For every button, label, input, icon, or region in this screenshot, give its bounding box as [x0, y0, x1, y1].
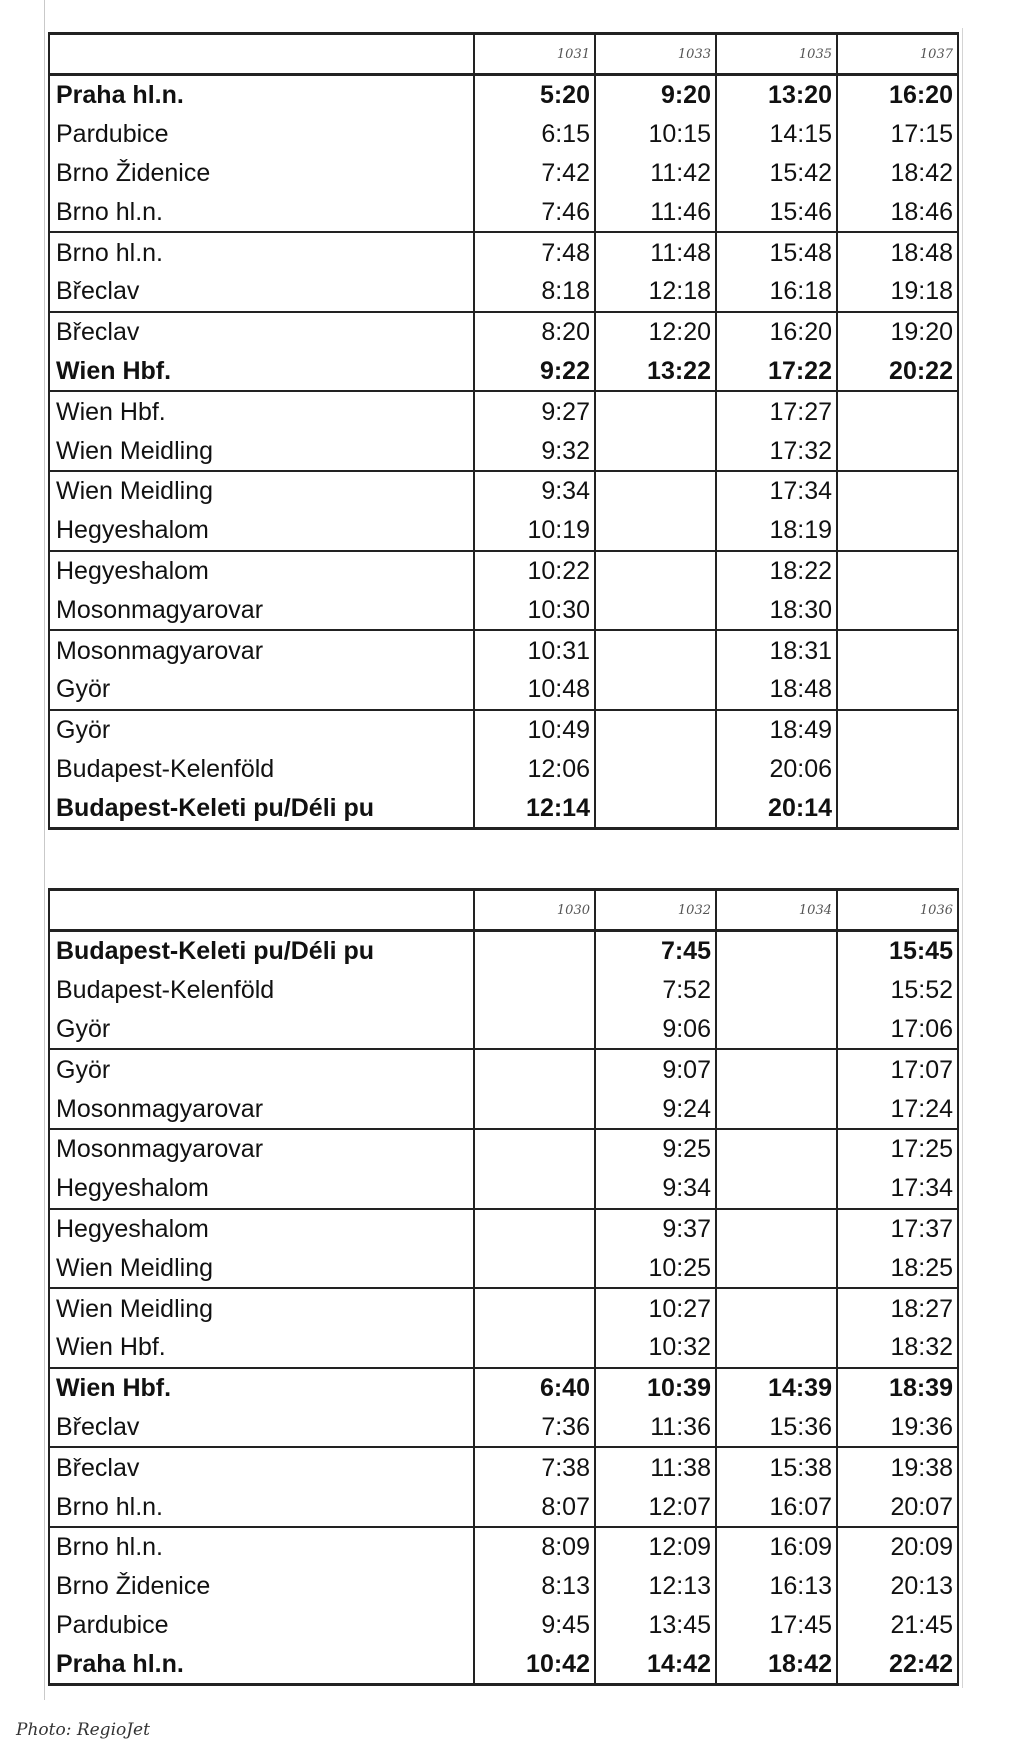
station-name: Mosonmagyarovar	[49, 590, 474, 630]
time-cell: 10:22	[474, 551, 595, 591]
time-cell	[837, 630, 958, 670]
time-cell: 18:49	[716, 710, 837, 750]
time-cell	[595, 511, 716, 551]
station-name: Mosonmagyarovar	[49, 1129, 474, 1169]
timetable-row	[49, 1129, 958, 1169]
time-cell	[716, 1328, 837, 1368]
time-cell	[837, 511, 958, 551]
station-name: Břeclav	[49, 1447, 474, 1487]
time-cell	[837, 590, 958, 630]
time-cell	[595, 630, 716, 670]
station-name: Hegyeshalom	[49, 1169, 474, 1209]
time-cell: 19:18	[837, 272, 958, 312]
time-cell: 9:37	[595, 1209, 716, 1249]
timetable-row	[49, 471, 958, 511]
page-left-edge	[44, 0, 45, 1700]
time-cell: 10:48	[474, 670, 595, 710]
time-cell: 16:20	[716, 312, 837, 352]
time-cell: 7:52	[595, 971, 716, 1010]
time-cell: 14:15	[716, 115, 837, 154]
time-cell	[716, 1129, 837, 1169]
time-cell: 7:42	[474, 154, 595, 193]
station-name: Hegyeshalom	[49, 551, 474, 591]
time-cell: 8:18	[474, 272, 595, 312]
station-name: Břeclav	[49, 312, 474, 352]
time-cell: 5:20	[474, 75, 595, 115]
time-cell: 18:42	[716, 1644, 837, 1684]
train-number: 1032	[595, 890, 716, 931]
time-cell	[474, 1169, 595, 1209]
time-cell: 9:06	[595, 1010, 716, 1050]
time-cell: 11:36	[595, 1408, 716, 1448]
time-cell: 16:09	[716, 1527, 837, 1567]
station-column-header	[49, 34, 474, 75]
time-cell: 9:27	[474, 391, 595, 431]
time-cell: 14:42	[595, 1644, 716, 1684]
time-cell: 20:06	[716, 750, 837, 789]
timetable-row	[49, 630, 958, 670]
time-cell: 17:06	[837, 1010, 958, 1050]
time-cell	[837, 670, 958, 710]
time-cell: 20:13	[837, 1567, 958, 1606]
time-cell: 18:48	[837, 232, 958, 272]
timetable-row	[49, 272, 958, 312]
time-cell: 12:09	[595, 1527, 716, 1567]
station-name: Györ	[49, 1049, 474, 1089]
time-cell: 17:34	[837, 1169, 958, 1209]
time-cell: 20:22	[837, 352, 958, 392]
time-cell: 9:20	[595, 75, 716, 115]
time-cell: 11:46	[595, 192, 716, 232]
time-cell: 6:15	[474, 115, 595, 154]
train-number-header-row	[49, 890, 958, 931]
train-number: 1031	[474, 34, 595, 75]
time-cell: 7:38	[474, 1447, 595, 1487]
timetable-row	[49, 192, 958, 232]
time-cell: 10:42	[474, 1644, 595, 1684]
time-cell: 15:38	[716, 1447, 837, 1487]
time-cell: 17:15	[837, 115, 958, 154]
timetable-row	[49, 750, 958, 789]
time-cell: 17:25	[837, 1129, 958, 1169]
time-cell	[595, 551, 716, 591]
time-cell: 11:48	[595, 232, 716, 272]
time-cell: 8:07	[474, 1487, 595, 1527]
time-cell	[474, 1209, 595, 1249]
time-cell	[474, 1089, 595, 1129]
time-cell: 7:46	[474, 192, 595, 232]
station-name: Břeclav	[49, 272, 474, 312]
outbound-timetable	[48, 32, 959, 830]
time-cell	[474, 1049, 595, 1089]
station-name: Hegyeshalom	[49, 1209, 474, 1249]
station-name: Budapest-Keleti pu/Déli pu	[49, 931, 474, 971]
station-name: Györ	[49, 670, 474, 710]
time-cell	[595, 391, 716, 431]
station-name: Budapest-Kelenföld	[49, 971, 474, 1010]
time-cell: 7:45	[595, 931, 716, 971]
station-name: Brno Židenice	[49, 154, 474, 193]
time-cell: 6:40	[474, 1368, 595, 1408]
page-right-edge	[962, 28, 963, 1688]
timetable-row	[49, 391, 958, 431]
timetable-row	[49, 154, 958, 193]
time-cell: 18:32	[837, 1328, 958, 1368]
station-name: Wien Hbf.	[49, 1368, 474, 1408]
time-cell: 18:48	[716, 670, 837, 710]
time-cell: 13:20	[716, 75, 837, 115]
timetable-row	[49, 352, 958, 392]
station-name: Praha hl.n.	[49, 75, 474, 115]
time-cell	[595, 670, 716, 710]
time-cell: 21:45	[837, 1606, 958, 1645]
time-cell: 7:36	[474, 1408, 595, 1448]
time-cell	[716, 1248, 837, 1288]
timetable-row	[49, 1408, 958, 1448]
timetable-row	[49, 1049, 958, 1089]
station-name: Pardubice	[49, 115, 474, 154]
time-cell: 19:20	[837, 312, 958, 352]
time-cell: 15:36	[716, 1408, 837, 1448]
time-cell	[595, 590, 716, 630]
time-cell: 12:07	[595, 1487, 716, 1527]
time-cell	[837, 471, 958, 511]
time-cell: 17:22	[716, 352, 837, 392]
time-cell	[716, 1089, 837, 1129]
time-cell: 19:36	[837, 1408, 958, 1448]
time-cell: 20:09	[837, 1527, 958, 1567]
station-name: Budapest-Keleti pu/Déli pu	[49, 788, 474, 828]
time-cell: 10:25	[595, 1248, 716, 1288]
time-cell	[837, 431, 958, 471]
time-cell: 17:24	[837, 1089, 958, 1129]
time-cell: 8:09	[474, 1527, 595, 1567]
time-cell: 18:46	[837, 192, 958, 232]
time-cell	[595, 788, 716, 828]
time-cell	[474, 1248, 595, 1288]
time-cell: 16:18	[716, 272, 837, 312]
time-cell: 12:06	[474, 750, 595, 789]
station-name: Pardubice	[49, 1606, 474, 1645]
station-name: Brno hl.n.	[49, 1527, 474, 1567]
time-cell: 17:37	[837, 1209, 958, 1249]
timetable-row	[49, 1169, 958, 1209]
time-cell: 10:39	[595, 1368, 716, 1408]
time-cell: 10:15	[595, 115, 716, 154]
station-name: Budapest-Kelenföld	[49, 750, 474, 789]
timetable-row	[49, 1487, 958, 1527]
time-cell	[716, 1209, 837, 1249]
timetable-row	[49, 551, 958, 591]
time-cell	[474, 1288, 595, 1328]
time-cell	[716, 1010, 837, 1050]
time-cell	[716, 1288, 837, 1328]
station-name: Hegyeshalom	[49, 511, 474, 551]
timetable-row	[49, 1209, 958, 1249]
time-cell: 12:18	[595, 272, 716, 312]
timetable-row	[49, 1288, 958, 1328]
time-cell	[716, 1049, 837, 1089]
time-cell: 15:52	[837, 971, 958, 1010]
photo-credit: Photo: RegioJet	[16, 1720, 150, 1740]
timetable-row	[49, 232, 958, 272]
time-cell: 9:32	[474, 431, 595, 471]
time-cell: 8:13	[474, 1567, 595, 1606]
time-cell: 16:13	[716, 1567, 837, 1606]
timetable-row	[49, 115, 958, 154]
train-number: 1036	[837, 890, 958, 931]
time-cell: 20:07	[837, 1487, 958, 1527]
time-cell: 10:30	[474, 590, 595, 630]
time-cell: 15:48	[716, 232, 837, 272]
time-cell: 10:27	[595, 1288, 716, 1328]
station-name: Györ	[49, 710, 474, 750]
time-cell: 12:14	[474, 788, 595, 828]
timetable-row	[49, 431, 958, 471]
timetable-row	[49, 670, 958, 710]
time-cell: 15:42	[716, 154, 837, 193]
time-cell	[595, 750, 716, 789]
station-name: Wien Hbf.	[49, 1328, 474, 1368]
train-number: 1030	[474, 890, 595, 931]
time-cell: 9:07	[595, 1049, 716, 1089]
station-name: Mosonmagyarovar	[49, 1089, 474, 1129]
time-cell	[716, 971, 837, 1010]
timetable-row	[49, 1368, 958, 1408]
time-cell	[837, 750, 958, 789]
time-cell: 17:27	[716, 391, 837, 431]
station-name: Györ	[49, 1010, 474, 1050]
return-timetable	[48, 888, 959, 1686]
timetable-row	[49, 1527, 958, 1567]
time-cell: 18:25	[837, 1248, 958, 1288]
station-name: Břeclav	[49, 1408, 474, 1448]
time-cell: 9:22	[474, 352, 595, 392]
station-name: Wien Meidling	[49, 471, 474, 511]
time-cell: 11:42	[595, 154, 716, 193]
return-timetable-body	[49, 931, 958, 1685]
time-cell: 9:24	[595, 1089, 716, 1129]
time-cell: 9:25	[595, 1129, 716, 1169]
station-name: Brno hl.n.	[49, 232, 474, 272]
time-cell: 18:30	[716, 590, 837, 630]
station-name: Brno hl.n.	[49, 1487, 474, 1527]
timetable-row	[49, 710, 958, 750]
time-cell	[595, 471, 716, 511]
outbound-timetable-body	[49, 75, 958, 829]
timetable-row	[49, 511, 958, 551]
time-cell: 18:39	[837, 1368, 958, 1408]
time-cell: 19:38	[837, 1447, 958, 1487]
train-number-header-row	[49, 34, 958, 75]
timetable-row	[49, 1089, 958, 1129]
time-cell: 15:45	[837, 931, 958, 971]
time-cell: 12:13	[595, 1567, 716, 1606]
station-name: Praha hl.n.	[49, 1644, 474, 1684]
train-number: 1035	[716, 34, 837, 75]
train-number: 1034	[716, 890, 837, 931]
station-name: Mosonmagyarovar	[49, 630, 474, 670]
timetable-row	[49, 971, 958, 1010]
train-number: 1033	[595, 34, 716, 75]
timetable-row	[49, 788, 958, 828]
timetable-row	[49, 312, 958, 352]
time-cell: 12:20	[595, 312, 716, 352]
train-number: 1037	[837, 34, 958, 75]
time-cell: 10:49	[474, 710, 595, 750]
time-cell: 10:19	[474, 511, 595, 551]
time-cell	[474, 1129, 595, 1169]
station-name: Wien Hbf.	[49, 352, 474, 392]
time-cell: 7:48	[474, 232, 595, 272]
timetable-row	[49, 75, 958, 115]
station-name: Wien Meidling	[49, 431, 474, 471]
timetable-row	[49, 1567, 958, 1606]
time-cell: 8:20	[474, 312, 595, 352]
time-cell: 15:46	[716, 192, 837, 232]
time-cell	[837, 710, 958, 750]
time-cell: 18:19	[716, 511, 837, 551]
station-name: Brno hl.n.	[49, 192, 474, 232]
time-cell: 9:45	[474, 1606, 595, 1645]
time-cell: 14:39	[716, 1368, 837, 1408]
time-cell: 16:07	[716, 1487, 837, 1527]
time-cell: 11:38	[595, 1447, 716, 1487]
timetable-row	[49, 1248, 958, 1288]
time-cell: 9:34	[595, 1169, 716, 1209]
time-cell: 9:34	[474, 471, 595, 511]
time-cell: 10:31	[474, 630, 595, 670]
time-cell: 20:14	[716, 788, 837, 828]
time-cell: 17:34	[716, 471, 837, 511]
timetable-row	[49, 590, 958, 630]
timetable-row	[49, 1010, 958, 1050]
station-name: Wien Meidling	[49, 1288, 474, 1328]
time-cell: 17:07	[837, 1049, 958, 1089]
station-name: Wien Meidling	[49, 1248, 474, 1288]
time-cell	[837, 391, 958, 431]
time-cell: 18:27	[837, 1288, 958, 1328]
time-cell	[474, 1328, 595, 1368]
time-cell	[595, 431, 716, 471]
time-cell	[716, 1169, 837, 1209]
time-cell: 13:45	[595, 1606, 716, 1645]
time-cell: 17:32	[716, 431, 837, 471]
time-cell: 18:31	[716, 630, 837, 670]
time-cell	[474, 971, 595, 1010]
time-cell: 17:45	[716, 1606, 837, 1645]
time-cell: 18:42	[837, 154, 958, 193]
timetable-row	[49, 1606, 958, 1645]
station-column-header	[49, 890, 474, 931]
timetable-row	[49, 1447, 958, 1487]
time-cell	[837, 551, 958, 591]
time-cell: 18:22	[716, 551, 837, 591]
time-cell: 10:32	[595, 1328, 716, 1368]
time-cell	[716, 931, 837, 971]
time-cell	[837, 788, 958, 828]
time-cell: 22:42	[837, 1644, 958, 1684]
timetable-row	[49, 1328, 958, 1368]
station-name: Wien Hbf.	[49, 391, 474, 431]
timetable-row	[49, 1644, 958, 1684]
time-cell	[474, 1010, 595, 1050]
timetable-row	[49, 931, 958, 971]
time-cell	[474, 931, 595, 971]
time-cell: 16:20	[837, 75, 958, 115]
time-cell	[595, 710, 716, 750]
time-cell: 13:22	[595, 352, 716, 392]
station-name: Brno Židenice	[49, 1567, 474, 1606]
